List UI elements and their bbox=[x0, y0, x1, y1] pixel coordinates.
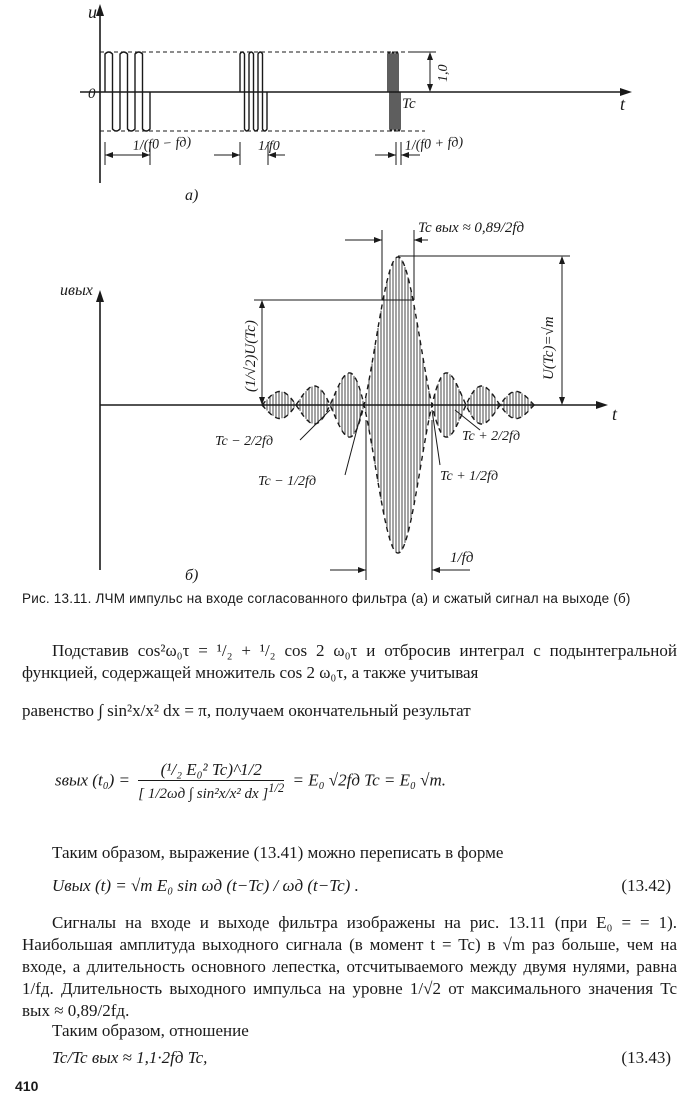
eq1-lhs: sвых (t₀) = bbox=[55, 770, 130, 790]
fig-b-tc-minus-2: Tc − 2/2fд bbox=[215, 434, 274, 449]
fig-b-sublabel: б) bbox=[185, 567, 199, 584]
fig-a-tc-label: Tc bbox=[402, 96, 416, 112]
fig-b-width-label: 1/fд bbox=[450, 550, 474, 566]
equation-3: Tc/Tc вых ≈ 1,1·2fд Tc, bbox=[52, 1048, 208, 1067]
paragraph-2: равенство ∫ sin²x/x² dx = π, получаем окончательный результат bbox=[22, 701, 471, 720]
fig-b-t-label: t bbox=[612, 404, 618, 424]
page-number: 410 bbox=[15, 1078, 39, 1094]
fig-a-amplitude-label: 1,0 bbox=[436, 64, 451, 82]
fig-a-zero-label: 0 bbox=[88, 86, 96, 102]
fig-a-sublabel: а) bbox=[185, 187, 199, 204]
fig-b-half-amp-label: (1/√2)U(Tc) bbox=[243, 320, 259, 392]
equation-2-number: (13.42) bbox=[621, 876, 671, 895]
fig-a-u-label: u bbox=[88, 2, 97, 22]
paragraph-4: Сигналы на входе и выходе фильтра изображены на рис. 13.11 (при E₀ = = 1). Наибольшая амплитуда выходного сигнала (в момент t = Tc) в √m раз больше, чем на входе, а длительность основного лепестка, отсчитываемого между двумя нулями, равна 1/fд. Длительность выходного импульса на уровне 1/√2 от максимального значения Tc вых ≈ 0,89/2fд. bbox=[22, 913, 677, 1020]
fig-b-tc-minus-1: Tc − 1/2fд bbox=[258, 474, 317, 489]
paragraph-5: Таким образом, отношение bbox=[52, 1021, 249, 1040]
eq1-rhs: = E₀ √2fд Tc = E₀ √m. bbox=[292, 770, 446, 790]
equation-3-number: (13.43) bbox=[621, 1048, 671, 1067]
equation-1: sвых (t₀) = $\frac{\text{(¹/₂ E₀² Tc)\textasciicircum{}1/2}}{[ 1/2\omega д \int \sin^2x/x^2 dx ]^{1/2}}$ = E₀ √2fд Tc = E₀ √m. bbox=[55, 760, 446, 802]
fig-b-tc-plus-1: Tc + 1/2fд bbox=[440, 469, 499, 484]
fig-a-period-right: 1/(f0 + fд) bbox=[404, 134, 464, 154]
fig-a-t-label: t bbox=[620, 94, 626, 114]
paragraph-3: Таким образом, выражение (13.41) можно переписать в форме bbox=[52, 843, 504, 862]
paragraph-1: Подставив cos²ω₀τ = ¹/₂ + ¹/₂ cos 2 ω₀τ и отбросив интеграл с подынтегральной функцией, содержащей множитель cos 2 ω₀τ, а также учитывая bbox=[22, 641, 677, 682]
figure-caption: Рис. 13.11. ЛЧМ импульс на входе согласованного фильтра (а) и сжатый сигнал на выходе (б) bbox=[22, 591, 631, 606]
fig-b-amp-label: U(Tc)=√m bbox=[541, 316, 557, 380]
fig-a-period-mid: 1/f0 bbox=[258, 139, 280, 154]
fig-b-tc-out-label: Tc вых ≈ 0,89/2fд bbox=[418, 220, 525, 236]
fig-b-tc-plus-2: Tc + 2/2fд bbox=[462, 429, 521, 444]
equation-2: Uвых (t) = √m E₀ sin ωд (t−Tc) / ωд (t−Tc) . bbox=[52, 876, 359, 895]
fig-b-u-label: uвых bbox=[60, 282, 93, 299]
fig-a-period-left: 1/(f0 − fд) bbox=[132, 134, 192, 154]
eq1-numerator: (¹/₂ E₀² Tc)^1/2 bbox=[138, 760, 284, 781]
